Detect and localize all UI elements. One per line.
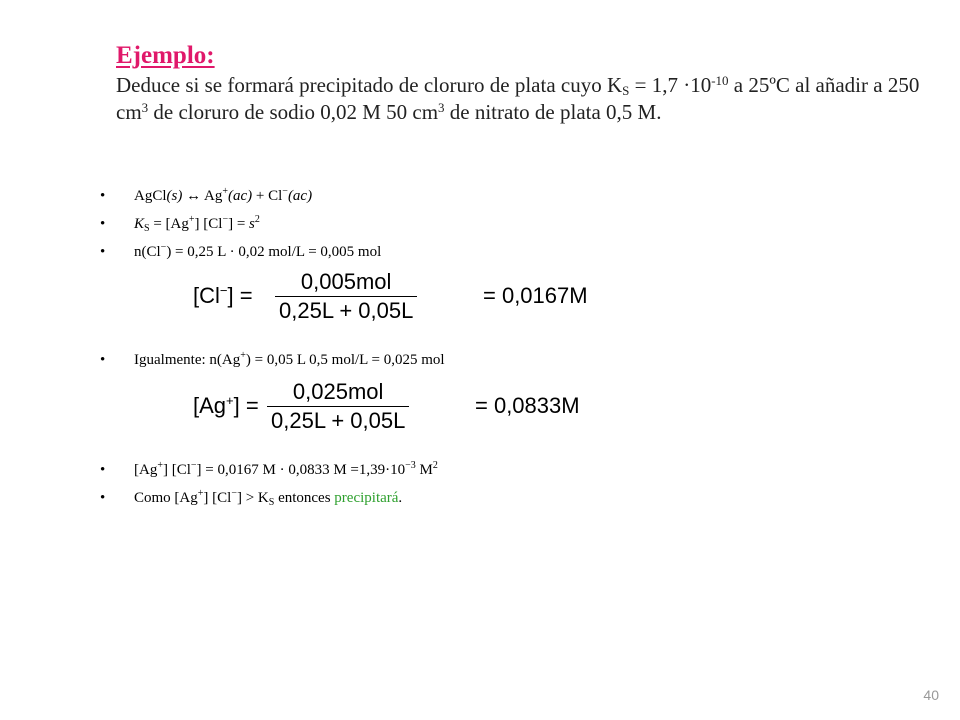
text-run: + Cl bbox=[252, 188, 283, 204]
bullet-dot: • bbox=[100, 352, 106, 368]
statement-text: de cloruro de sodio 0,02 M 50 cm bbox=[148, 100, 439, 124]
text-run: (s) bbox=[166, 188, 183, 204]
problem-statement bbox=[116, 72, 926, 126]
text-run: ] [Cl bbox=[203, 490, 232, 506]
fraction-numerator: 0,005mol bbox=[300, 269, 392, 294]
text-run: Igualmente: n(Ag bbox=[134, 352, 241, 368]
text-run: ] > K bbox=[236, 490, 269, 506]
bullet-text bbox=[134, 460, 438, 480]
conclusion-highlight: precipitará bbox=[334, 490, 399, 506]
page-number: 40 bbox=[923, 687, 939, 703]
text-run: [Ag bbox=[193, 393, 227, 418]
superscript: + bbox=[197, 488, 204, 499]
text-run: ] = 0,0167 M · 0,0833 M =1,39·10 bbox=[196, 462, 406, 478]
text-run: Como [Ag bbox=[134, 490, 198, 506]
text-run: ) = 0,05 L 0,5 mol/L = 0,025 mol bbox=[245, 352, 445, 368]
bullet-dot: • bbox=[100, 244, 106, 260]
bullet-dot: • bbox=[100, 188, 106, 204]
superscript: 2 bbox=[432, 460, 438, 471]
bullet-text bbox=[134, 186, 312, 206]
bullet-text bbox=[134, 214, 260, 234]
bullet-text bbox=[134, 242, 381, 262]
text-run: ] = bbox=[228, 216, 250, 232]
text-run: ] [Cl bbox=[194, 216, 223, 232]
fraction-numerator: 0,025mol bbox=[292, 379, 384, 404]
superscript: + bbox=[188, 214, 195, 225]
subscript: S bbox=[268, 497, 275, 508]
statement-superscript: 3 bbox=[438, 100, 445, 115]
statement-subscript: S bbox=[622, 83, 630, 98]
statement-superscript: -10 bbox=[711, 73, 729, 88]
equation-rhs: = 0,0833M bbox=[475, 393, 580, 418]
text-run: ] = bbox=[227, 283, 253, 308]
equation-fraction bbox=[267, 380, 409, 433]
text-run: ] [Cl bbox=[162, 462, 191, 478]
superscript: −3 bbox=[405, 460, 416, 471]
text-run: ] = bbox=[233, 393, 259, 418]
text-run: (ac) bbox=[228, 188, 253, 204]
equation-fraction bbox=[275, 270, 417, 323]
text-run: entonces bbox=[274, 490, 335, 506]
superscript: − bbox=[222, 214, 229, 225]
statement-text: de nitrato de plata 0,5 M. bbox=[444, 100, 662, 124]
statement-text: Deduce si se formará precipitado de cloruro de plata cuyo K bbox=[116, 73, 623, 97]
superscript: − bbox=[231, 488, 237, 499]
statement-superscript: 3 bbox=[141, 100, 149, 115]
equation-lhs bbox=[193, 284, 253, 308]
bullet-dot: • bbox=[100, 490, 106, 506]
equation-rhs: = 0,0167M bbox=[483, 283, 588, 308]
statement-text: a 25ºC al añadir a 250 cm bbox=[116, 73, 920, 124]
text-run: K bbox=[134, 216, 145, 232]
text-run: ↔ Ag bbox=[182, 188, 223, 204]
text-run: . bbox=[398, 490, 403, 506]
text-run: n(Cl bbox=[134, 244, 161, 260]
bullet-text bbox=[134, 350, 445, 370]
text-run: [Cl bbox=[193, 283, 220, 308]
text-run: M bbox=[415, 462, 433, 478]
superscript: − bbox=[282, 186, 288, 197]
bullet-text bbox=[134, 488, 402, 508]
superscript: − bbox=[160, 242, 167, 253]
fraction-denominator: 0,25L + 0,05L bbox=[271, 408, 406, 433]
superscript: 2 bbox=[254, 214, 260, 225]
superscript: + bbox=[240, 350, 246, 361]
superscript: + bbox=[222, 186, 228, 197]
text-run: = [Ag bbox=[149, 216, 189, 232]
fraction-bar bbox=[275, 296, 417, 297]
subscript: S bbox=[144, 223, 150, 234]
superscript: − bbox=[190, 460, 197, 471]
superscript: − bbox=[219, 283, 228, 298]
statement-text: = 1,7 ·10 bbox=[629, 73, 712, 97]
fraction-denominator: 0,25L + 0,05L bbox=[279, 298, 414, 323]
superscript: + bbox=[226, 393, 234, 408]
equation-lhs bbox=[193, 394, 259, 418]
bullet-dot: • bbox=[100, 216, 106, 232]
superscript: + bbox=[157, 460, 163, 471]
slide-title: Ejemplo: bbox=[116, 42, 215, 69]
text-run: ) = 0,25 L · 0,02 mol/L = 0,005 mol bbox=[166, 244, 382, 260]
bullet-dot: • bbox=[100, 462, 106, 478]
text-run: [Ag bbox=[134, 462, 158, 478]
text-run: (ac) bbox=[287, 188, 313, 204]
fraction-bar bbox=[267, 406, 409, 407]
text-run: AgCl bbox=[134, 188, 167, 204]
text-run: s bbox=[249, 216, 255, 232]
